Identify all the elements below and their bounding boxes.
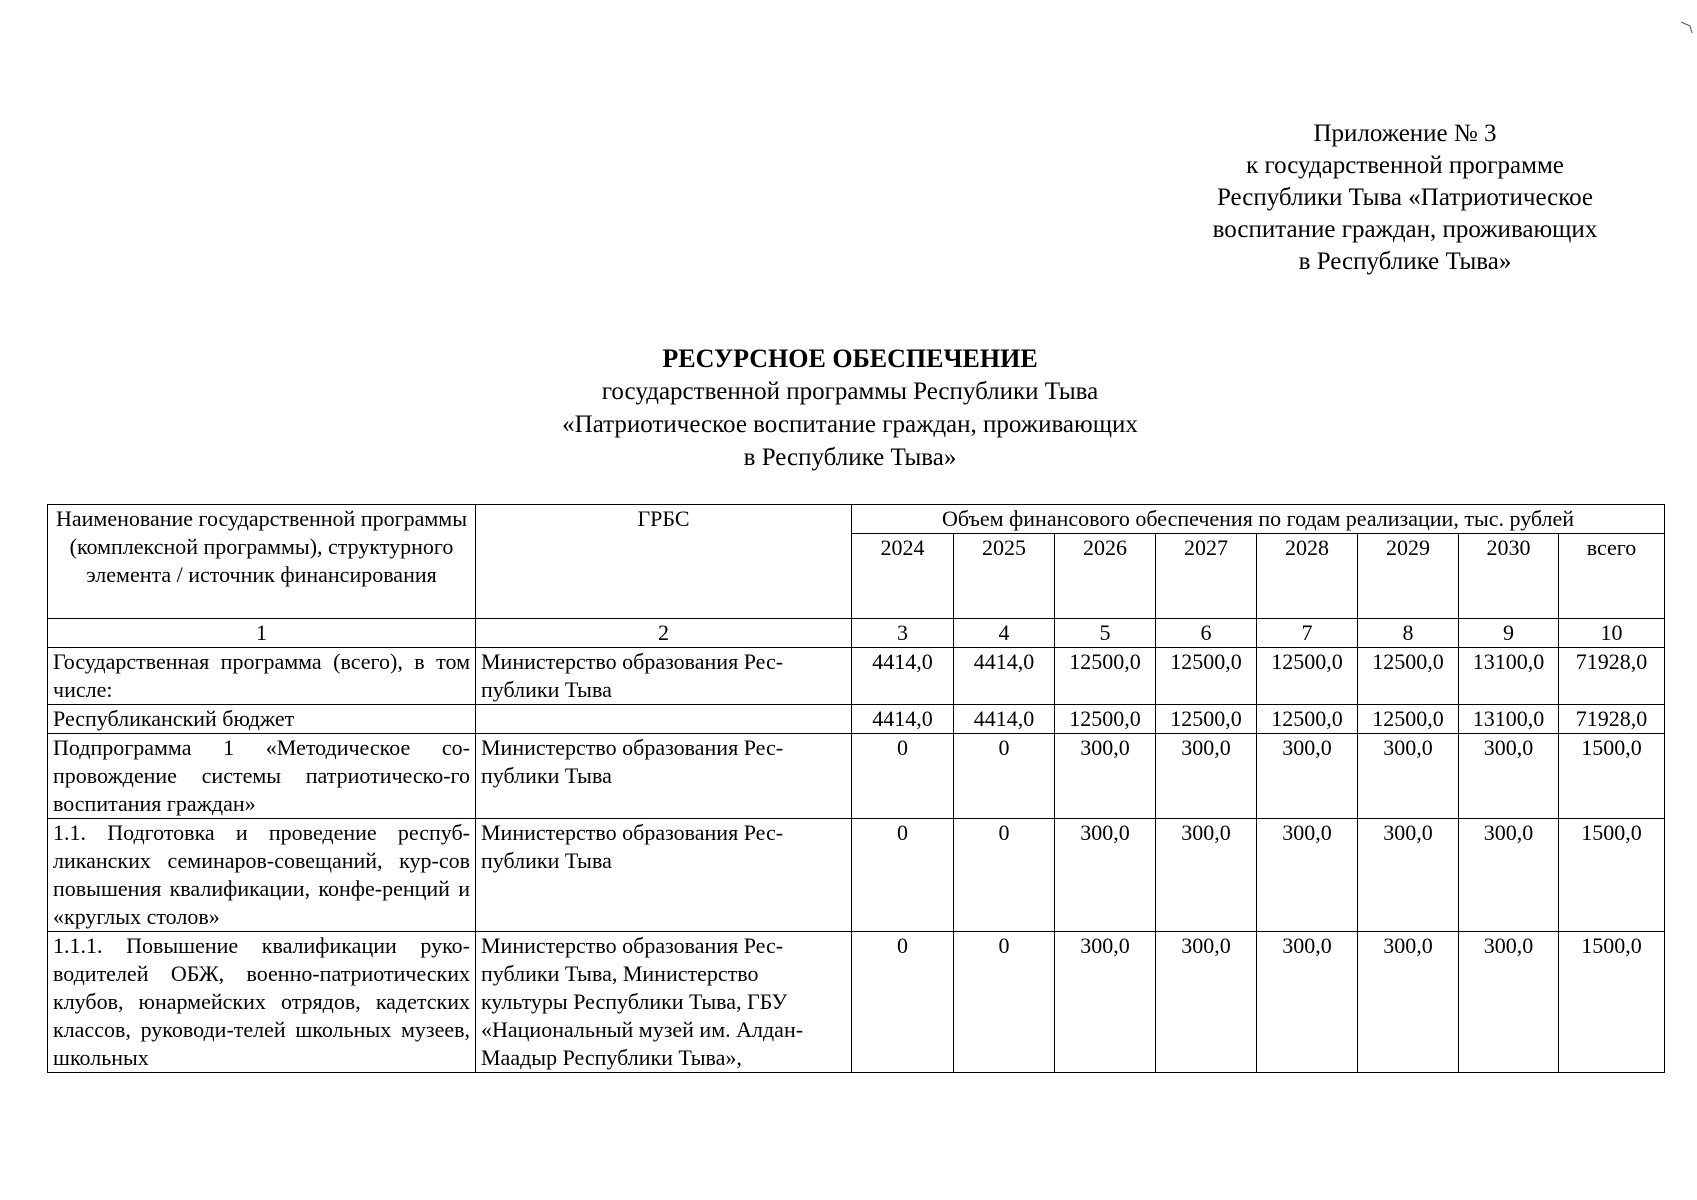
index-cell: 6 <box>1156 619 1257 648</box>
table-row <box>48 648 1665 705</box>
value-cell: 12500,0 <box>1055 705 1156 734</box>
value-cell: 0 <box>954 819 1055 932</box>
header-year: 2024 <box>852 534 954 619</box>
title-line: государственной программы Республики Тыва <box>601 378 1099 405</box>
value-cell: 300,0 <box>1055 932 1156 1073</box>
row-grbs <box>476 705 852 734</box>
value-cell: 300,0 <box>1459 932 1559 1073</box>
table-row <box>48 819 1665 932</box>
row-name: 1.1.1. Повышение квалификации руко-водителей ОБЖ, военно-патриотических клубов, юнармейских отрядов, кадетских классов, руководи-телей школьных музеев, школьных <box>48 932 476 1073</box>
total-cell: 1500,0 <box>1559 734 1665 819</box>
value-cell: 300,0 <box>1459 819 1559 932</box>
header-year: 2028 <box>1257 534 1358 619</box>
value-cell: 12500,0 <box>1257 705 1358 734</box>
index-cell: 10 <box>1559 619 1665 648</box>
index-cell: 7 <box>1257 619 1358 648</box>
index-cell: 8 <box>1358 619 1459 648</box>
resource-table <box>47 504 1665 1073</box>
index-cell: 3 <box>852 619 954 648</box>
header-grbs: ГРБС <box>476 505 852 619</box>
row-name: 1.1. Подготовка и проведение респуб-ликанских семинаров-совещаний, кур-сов повышения квалификации, конфе-ренций и «круглых столов» <box>48 819 476 932</box>
index-cell: 4 <box>954 619 1055 648</box>
value-cell: 4414,0 <box>954 648 1055 705</box>
header-funding: Объем финансового обеспечения по годам реализации, тыс. рублей <box>852 505 1665 534</box>
total-cell: 1500,0 <box>1559 819 1665 932</box>
row-grbs: Министерство образования Рес-публики Тыва, Министерство культуры Республики Тыва, ГБУ «Национальный музей им. Алдан-Маадыр Республики Тыва», <box>476 932 852 1073</box>
value-cell: 12500,0 <box>1156 648 1257 705</box>
header-row <box>48 505 1665 534</box>
header-name: Наименование государственной программы (комплексной программы), структурного элемента / источник финансирования <box>48 505 476 619</box>
value-cell: 12500,0 <box>1358 705 1459 734</box>
header-total: всего <box>1559 534 1665 619</box>
value-cell: 0 <box>954 734 1055 819</box>
appendix-line: Приложение № 3 <box>1313 120 1497 147</box>
value-cell: 4414,0 <box>852 705 954 734</box>
total-cell: 1500,0 <box>1559 932 1665 1073</box>
value-cell: 300,0 <box>1156 932 1257 1073</box>
value-cell: 12500,0 <box>1055 648 1156 705</box>
value-cell: 0 <box>954 932 1055 1073</box>
value-cell: 300,0 <box>1156 734 1257 819</box>
table-row <box>48 734 1665 819</box>
index-cell: 9 <box>1459 619 1559 648</box>
appendix-line: к государственной программе <box>1246 152 1564 179</box>
appendix-line: Республики Тыва «Патриотическое <box>1216 184 1594 211</box>
value-cell: 300,0 <box>1358 734 1459 819</box>
header-year: 2030 <box>1459 534 1559 619</box>
header-year: 2026 <box>1055 534 1156 619</box>
row-name: Республиканский бюджет <box>48 705 476 734</box>
value-cell: 300,0 <box>1055 734 1156 819</box>
header-year: 2027 <box>1156 534 1257 619</box>
title-line: в Республике Тыва» <box>743 444 957 471</box>
header-year: 2025 <box>954 534 1055 619</box>
value-cell: 12500,0 <box>1156 705 1257 734</box>
table-row <box>48 932 1665 1073</box>
index-row <box>48 619 1665 648</box>
value-cell: 12500,0 <box>1257 648 1358 705</box>
total-cell: 71928,0 <box>1559 705 1665 734</box>
value-cell: 300,0 <box>1459 734 1559 819</box>
value-cell: 300,0 <box>1358 932 1459 1073</box>
row-grbs: Министерство образования Рес-публики Тыва <box>476 648 852 705</box>
index-cell: 5 <box>1055 619 1156 648</box>
value-cell: 300,0 <box>1257 932 1358 1073</box>
value-cell: 300,0 <box>1257 819 1358 932</box>
value-cell: 13100,0 <box>1459 648 1559 705</box>
table-row <box>48 705 1665 734</box>
index-cell: 2 <box>476 619 852 648</box>
header-year: 2029 <box>1358 534 1459 619</box>
title-line: «Патриотическое воспитание граждан, проживающих <box>562 411 1138 438</box>
index-cell: 1 <box>48 619 476 648</box>
value-cell: 12500,0 <box>1358 648 1459 705</box>
value-cell: 300,0 <box>1156 819 1257 932</box>
total-cell: 71928,0 <box>1559 648 1665 705</box>
appendix-note <box>1150 118 1660 278</box>
row-name: Государственная программа (всего), в том числе: <box>48 648 476 705</box>
value-cell: 4414,0 <box>852 648 954 705</box>
document-title <box>400 342 1300 474</box>
row-grbs: Министерство образования Рес-публики Тыва <box>476 819 852 932</box>
scan-mark-icon <box>1680 20 1694 34</box>
appendix-line: воспитание граждан, проживающих <box>1212 216 1598 243</box>
main-title: РЕСУРСНОЕ ОБЕСПЕЧЕНИЕ <box>662 344 1038 373</box>
value-cell: 0 <box>852 734 954 819</box>
value-cell: 0 <box>852 819 954 932</box>
row-grbs: Министерство образования Рес-публики Тыва <box>476 734 852 819</box>
value-cell: 13100,0 <box>1459 705 1559 734</box>
value-cell: 0 <box>852 932 954 1073</box>
value-cell: 300,0 <box>1257 734 1358 819</box>
row-name: Подпрограмма 1 «Методическое со-провождение системы патриотическо-го воспитания граждан» <box>48 734 476 819</box>
appendix-line: в Республике Тыва» <box>1298 248 1512 275</box>
value-cell: 4414,0 <box>954 705 1055 734</box>
value-cell: 300,0 <box>1055 819 1156 932</box>
value-cell: 300,0 <box>1358 819 1459 932</box>
